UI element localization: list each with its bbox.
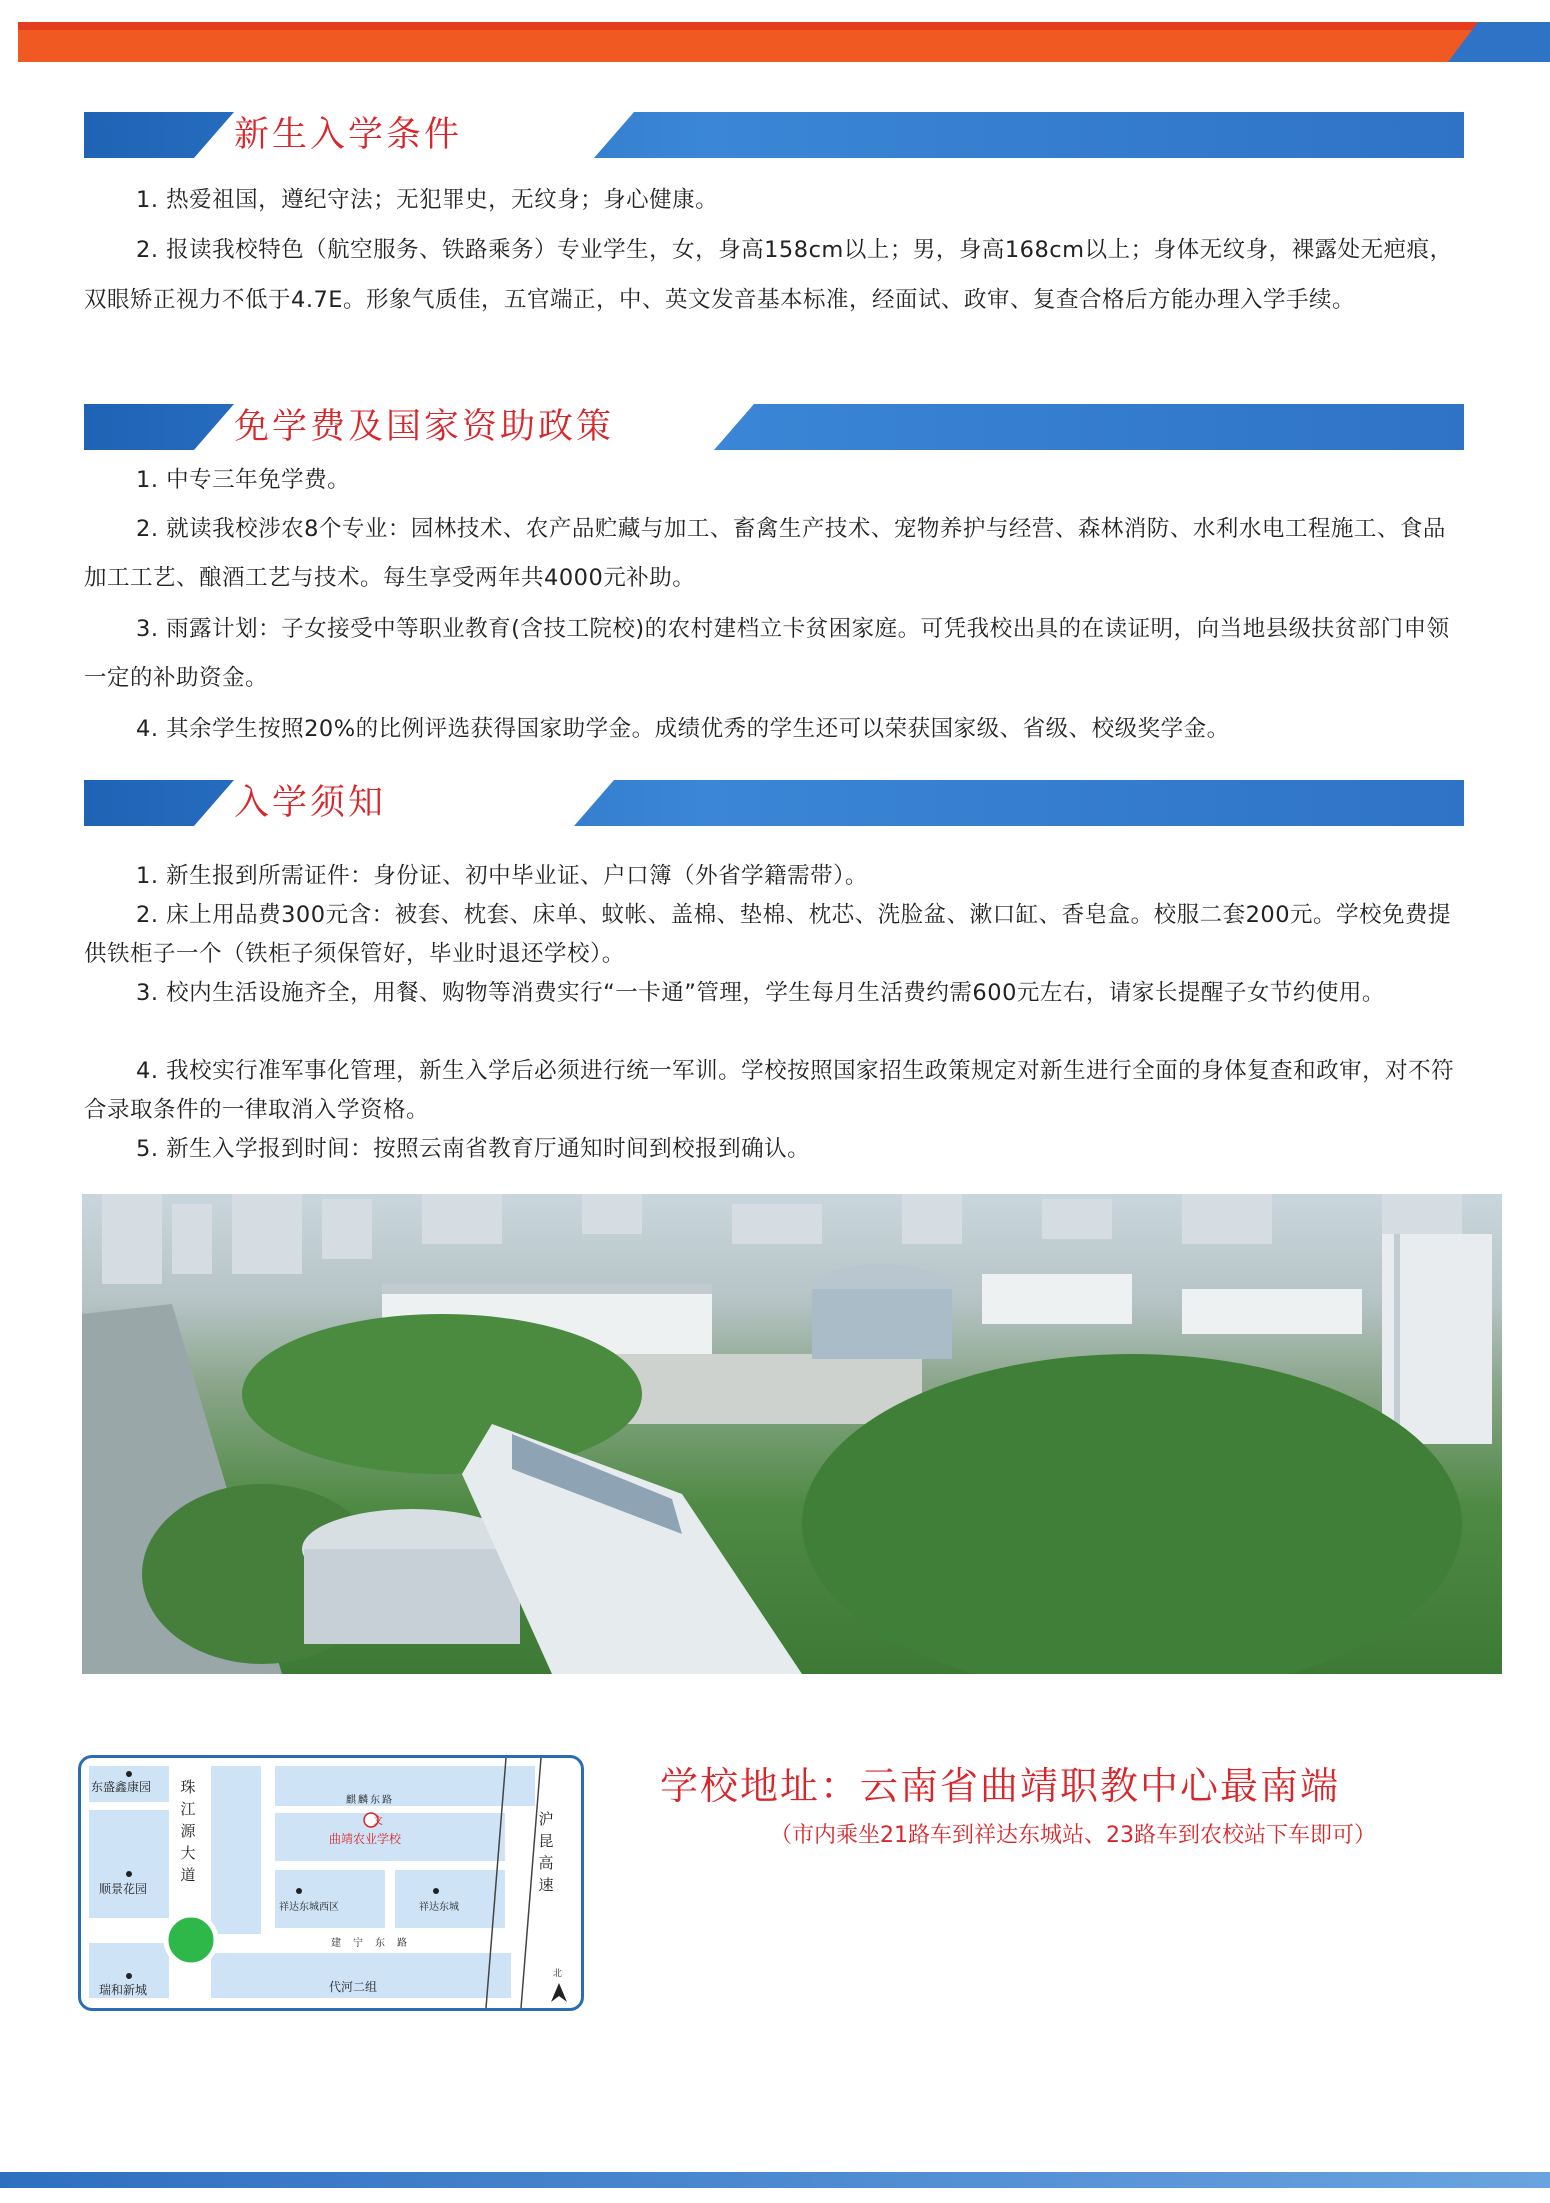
map-label-school: 曲靖农业学校 xyxy=(329,1832,402,1846)
campus-aerial-photo xyxy=(82,1194,1502,1674)
north-indicator: 北 xyxy=(553,1969,563,1979)
map-label-shunjing: 顺景花园 xyxy=(99,1882,148,1896)
school-emblem-icon: 文 xyxy=(373,1816,383,1827)
tuition-item-1: 1. 中专三年免学费。 xyxy=(136,467,351,493)
school-address: 学校地址：云南省曲靖职教中心最南端 xyxy=(660,1764,1341,1808)
section-title: 入学须知 xyxy=(234,783,387,823)
notice-item-5: 5. 新生入学报到时间：按照云南省教育厅通知时间到校报到确认。 xyxy=(136,1136,811,1162)
section-header-enrollment-notice xyxy=(84,780,1464,826)
admission-item-2: 2. 报读我校特色（航空服务、铁路乘务）专业学生，女，身高158cm以上；男，身高168cm以上；身体无纹身，裸露处无疤痕，双眼矫正视力不低于4.7E。形象气质佳，五官端正，中、英文发音基本标准，经面试、政审、复查合格后方能办理入学手续。 xyxy=(84,237,1453,313)
tuition-item-3: 3. 雨露计划：子女接受中等职业教育(含技工院校)的农村建档立卡贫困家庭。可凭我校出具的在读证明，向当地县级扶贫部门申领一定的补助资金。 xyxy=(84,616,1450,691)
map-label-huzun-expressway: 沪昆高速 xyxy=(538,1810,554,1894)
notice-item-4: 4. 我校实行准军事化管理，新生入学后必须进行统一军训。学校按照国家招生政策规定对新生进行全面的身体复查和政审，对不符合录取条件的一律取消入学资格。 xyxy=(84,1058,1455,1123)
map-label-qiliang-road: 麒麟东路 xyxy=(346,1795,394,1806)
admission-item-1: 1. 热爱祖国，遵纪守法；无犯罪史，无纹身；身心健康。 xyxy=(136,187,719,213)
map-label-daihe: 代河二组 xyxy=(329,1980,378,1994)
notice-item-1: 1. 新生报到所需证件：身份证、初中毕业证、户口簿（外省学籍需带）。 xyxy=(136,863,868,889)
bus-directions: （市内乘坐21路车到祥达东城站、23路车到农校站下车即可） xyxy=(770,1823,1376,1848)
tuition-item-4: 4. 其余学生按照20%的比例评选获得国家助学金。成绩优秀的学生还可以荣获国家级、省级、校级奖学金。 xyxy=(136,716,1230,742)
map-label-jianning-road: 建宁东路 xyxy=(331,1938,419,1949)
map-label-xiangda-west: 祥达东城西区 xyxy=(279,1902,339,1913)
notice-item-3: 3. 校内生活设施齐全，用餐、购物等消费实行“一卡通”管理，学生每月生活费约需600元左右，请家长提醒子女节约使用。 xyxy=(136,980,1385,1006)
location-map xyxy=(78,1755,584,2011)
bottom-decorative-band xyxy=(0,2172,1550,2188)
notice-item-2: 2. 床上用品费300元含：被套、枕套、床单、蚊帐、盖棉、垫棉、枕芯、洗脸盆、漱口缸、香皂盒。校服二套200元。学校免费提供铁柜子一个（铁柜子须保管好，毕业时退还学校）。 xyxy=(84,902,1452,967)
map-label-dongsheng: 东盛鑫康园 xyxy=(91,1780,152,1794)
section-title: 免学费及国家资助政策 xyxy=(234,407,615,447)
top-decorative-band xyxy=(18,22,1550,62)
map-label-ruihe: 瑞和新城 xyxy=(99,1983,148,1997)
section-title: 新生入学条件 xyxy=(234,115,463,155)
map-label-zhujiang-road: 珠江源大道 xyxy=(180,1778,196,1884)
section-header-tuition-policy xyxy=(84,404,1464,450)
tuition-item-2: 2. 就读我校涉农8个专业：园林技术、农产品贮藏与加工、畜禽生产技术、宠物养护与经营、森林消防、水利水电工程施工、食品加工工艺、酿酒工艺与技术。每生享受两年共4000元补助。 xyxy=(84,516,1446,591)
section-header-admission-conditions xyxy=(84,112,1464,158)
map-label-xiangda-east: 祥达东城 xyxy=(419,1902,459,1913)
